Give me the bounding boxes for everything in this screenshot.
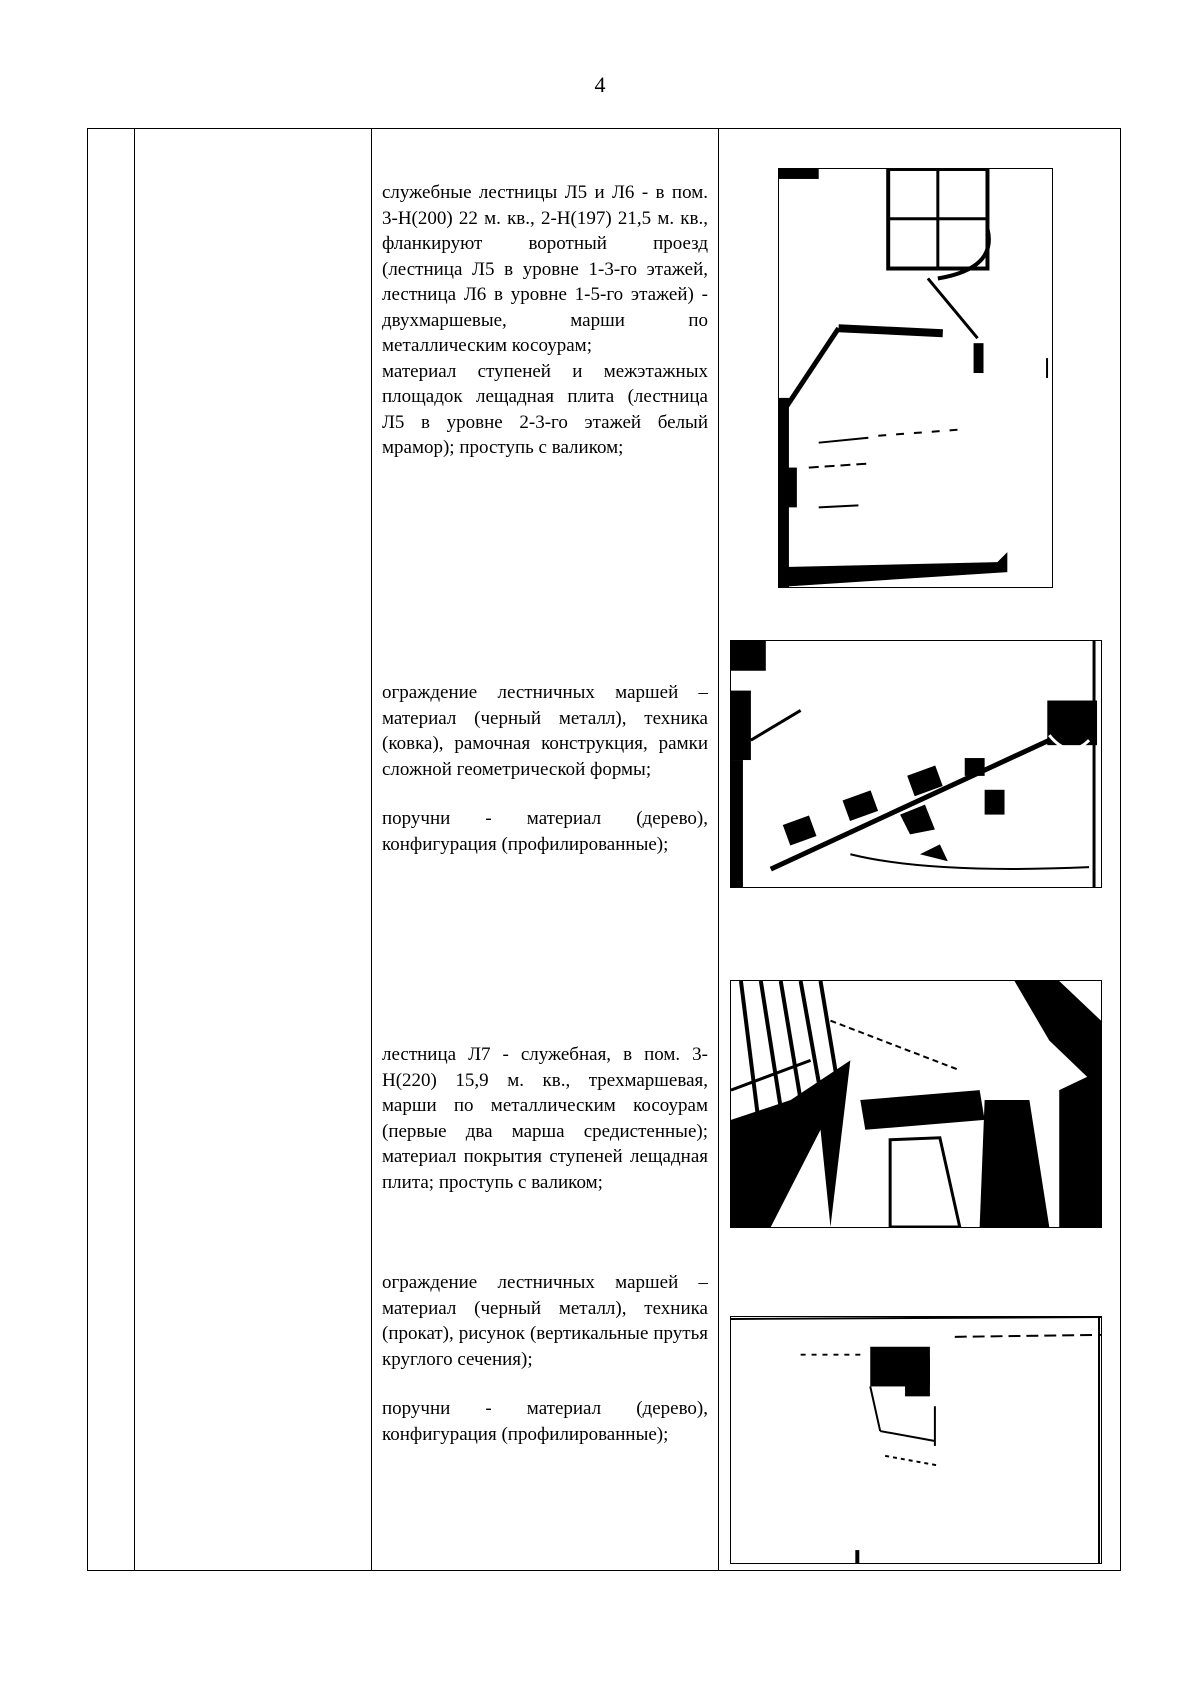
paragraph: служебные лестницы Л5 и Л6 - в пом. 3-Н(200) 22 м. кв., 2-Н(197) 21,5 м. кв., фланкируют воротный проезд (лестница Л5 в уровне 1-3-го этажей, лестница Л6 в уровне 1-5-го этажей) - двухмаршевые, марши по металлическим косоурам;	[382, 182, 708, 356]
paragraph: лестница Л7 - служебная, в пом. 3-Н(220) 15,9 м. кв., трехмаршевая, марши по металлическим косоурам (первые два марша средистенные); материал покрытия ступеней лещадная плита; проступь с валиком;	[382, 1044, 708, 1193]
text-block-railing-2	[382, 1270, 708, 1447]
photo-railing-1	[730, 640, 1102, 888]
column-divider-3	[718, 129, 719, 1570]
paragraph: материал ступеней и межэтажных площадок лещадная плита (лестница Л5 в уровне 2-3-го этажей белый мрамор); проступь с валиком;	[382, 360, 708, 458]
column-divider-1	[134, 129, 135, 1570]
text-block-stairs-l7	[382, 1042, 708, 1195]
paragraph: поручни - материал (дерево), конфигурация (профилированные);	[382, 808, 708, 855]
paragraph: ограждение лестничных маршей – материал (черный металл), техника (прокат), рисунок (вертикальные прутья круглого сечения);	[382, 1272, 708, 1370]
paragraph: ограждение лестничных маршей – материал (черный металл), техника (ковка), рамочная конструкция, рамки сложной геометрической формы;	[382, 682, 708, 780]
text-block-stairs-l5-l6	[382, 180, 708, 461]
page-number: 4	[594, 72, 606, 97]
column-divider-2	[371, 129, 372, 1570]
text-block-railing-1	[382, 680, 708, 857]
photo-stairs-l5-l6	[778, 168, 1053, 588]
photo-railing-2	[730, 1316, 1102, 1564]
photo-stairs-l7	[730, 980, 1102, 1228]
paragraph: поручни - материал (дерево), конфигурация (профилированные);	[382, 1398, 708, 1445]
